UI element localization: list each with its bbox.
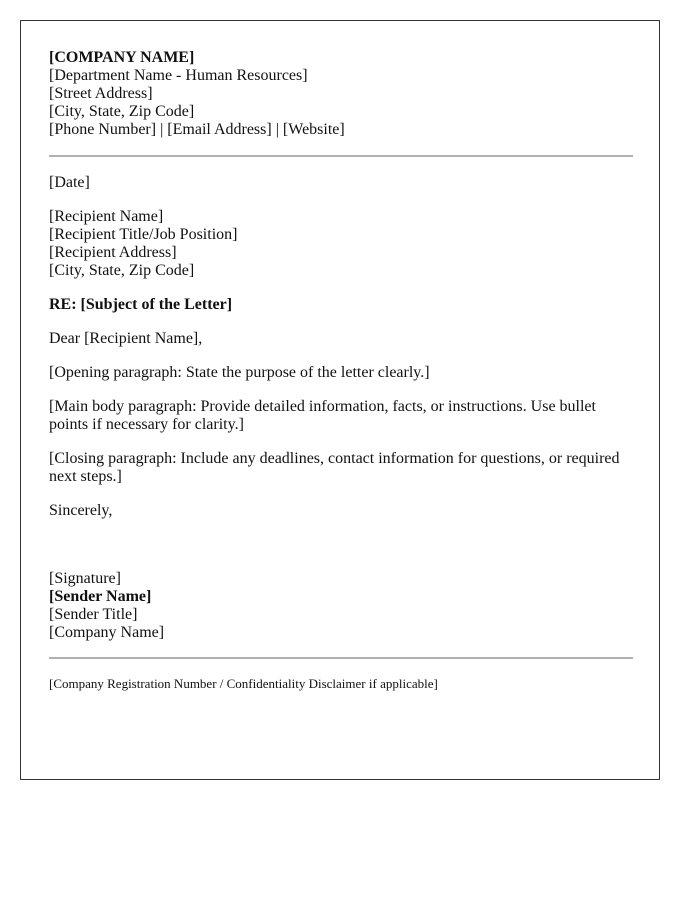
recipient-city: [City, State, Zip Code] xyxy=(49,262,195,279)
letterhead xyxy=(49,49,345,139)
letter-page xyxy=(20,20,660,780)
recipient-name: [Recipient Name] xyxy=(49,208,164,225)
complimentary-close: Sincerely, xyxy=(49,502,113,519)
closing-paragraph: [Closing paragraph: Include any deadlines, contact information for questions, or required next steps.] xyxy=(49,450,620,485)
opening-paragraph: [Opening paragraph: State the purpose of the letter clearly.] xyxy=(49,364,430,381)
footer-disclaimer: [Company Registration Number / Confidentiality Disclaimer if applicable] xyxy=(49,676,438,691)
department-name: [Department Name - Human Resources] xyxy=(49,67,308,84)
signature-block xyxy=(49,570,164,642)
letter-date: [Date] xyxy=(49,174,90,191)
recipient-block xyxy=(49,208,237,280)
header-divider xyxy=(49,155,633,157)
main-body-paragraph: [Main body paragraph: Provide detailed information, facts, or instructions. Use bullet points if necessary for clarity.] xyxy=(49,398,596,433)
sender-name: [Sender Name] xyxy=(49,588,152,605)
sender-title: [Sender Title] xyxy=(49,606,138,623)
recipient-address: [Recipient Address] xyxy=(49,244,177,261)
footer-divider xyxy=(49,657,633,659)
recipient-title: [Recipient Title/Job Position] xyxy=(49,226,238,243)
contact-info: [Phone Number] | [Email Address] | [Website] xyxy=(49,121,345,138)
company-name: [COMPANY NAME] xyxy=(49,49,195,66)
subject-line: RE: [Subject of the Letter] xyxy=(49,296,233,313)
signature: [Signature] xyxy=(49,570,121,587)
street-address: [Street Address] xyxy=(49,85,153,102)
sender-company: [Company Name] xyxy=(49,624,165,641)
city-state-zip: [City, State, Zip Code] xyxy=(49,103,195,120)
salutation: Dear [Recipient Name], xyxy=(49,330,203,347)
